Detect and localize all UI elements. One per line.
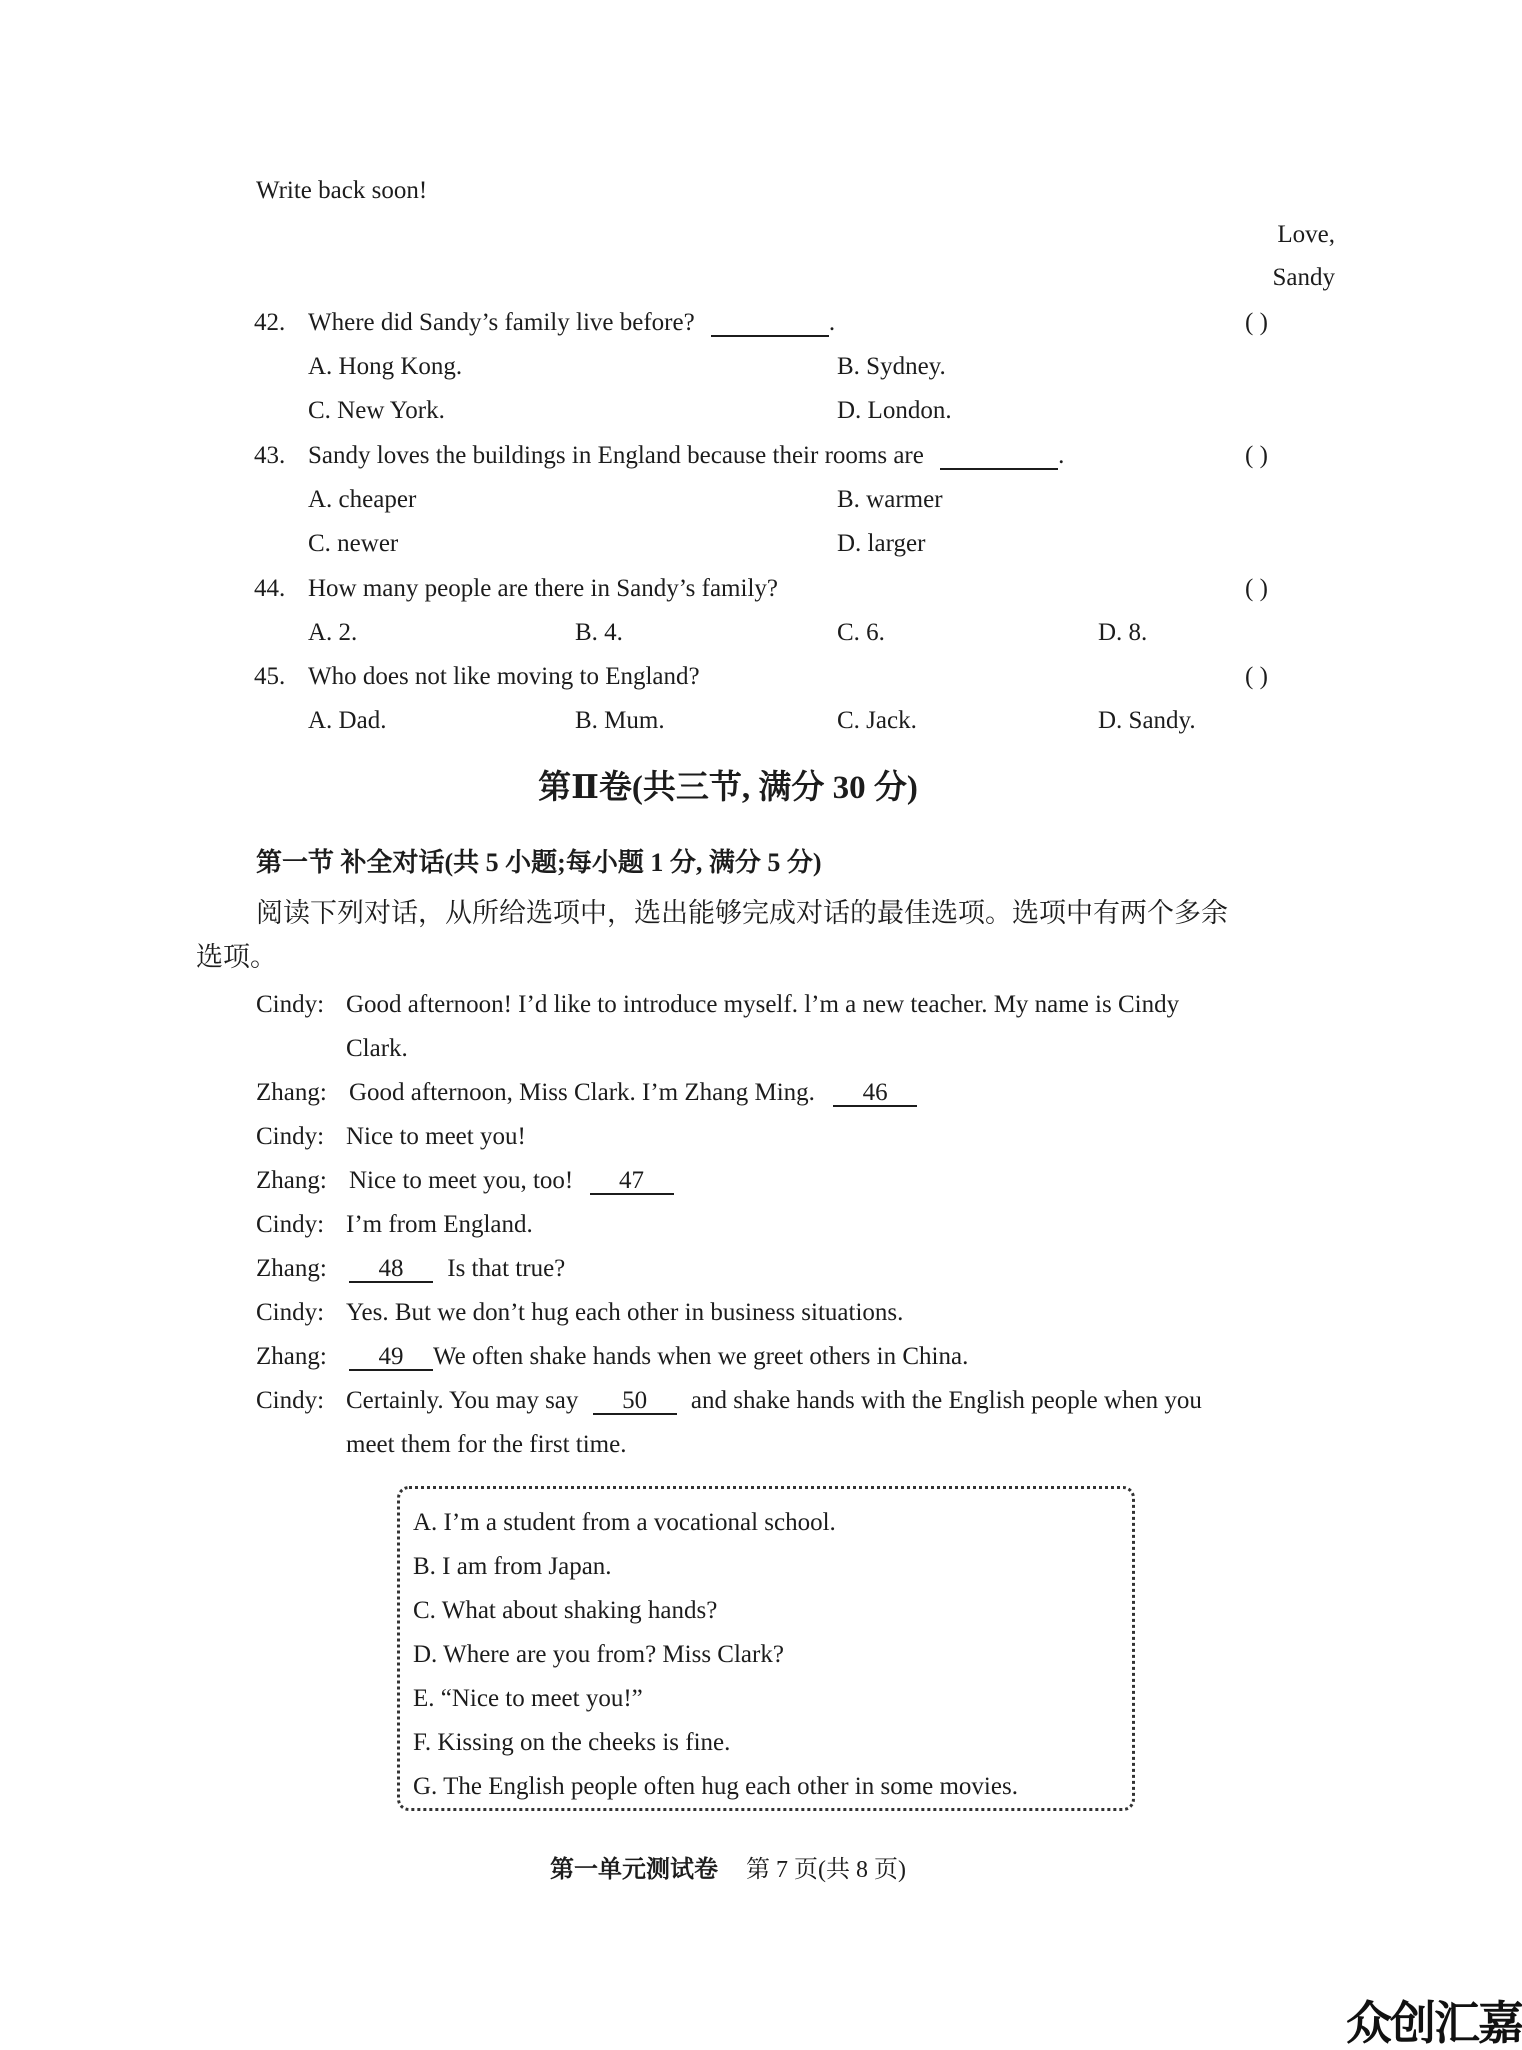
option-c: C. newer xyxy=(308,530,399,557)
option-b: B. warmer xyxy=(837,486,943,513)
letter-closing-line: Write back soon! xyxy=(256,177,428,204)
dialogue-line xyxy=(349,1080,917,1107)
option-d: D. Sandy. xyxy=(1098,707,1196,734)
answer-blank[interactable] xyxy=(940,443,1058,470)
dialogue-line: Nice to meet you! xyxy=(346,1123,526,1150)
dialogue-line: Good afternoon! I’d like to introduce myself. l’m a new teacher. My name is Cindy xyxy=(346,991,1180,1018)
answer-paren[interactable]: ( ) xyxy=(1245,442,1268,469)
option-a: A. cheaper xyxy=(308,486,417,513)
answer-blank[interactable] xyxy=(711,310,829,337)
option-b: B. Sydney. xyxy=(837,353,946,380)
box-option-d: D. Where are you from? Miss Clark? xyxy=(413,1641,784,1668)
dialogue-line: Yes. But we don’t hug each other in business situations. xyxy=(346,1299,904,1326)
question-number: 42. xyxy=(254,309,286,336)
footer-title: 第一单元测试卷 xyxy=(550,1857,718,1883)
dialogue-line xyxy=(349,1168,674,1195)
footer-page-info: 第 7 页(共 8 页) xyxy=(746,1857,906,1883)
question-number: 45. xyxy=(254,663,286,690)
dialogue-blank-48[interactable]: 48 xyxy=(349,1256,433,1283)
part-two-title: 第Ⅱ卷(共三节, 满分 30 分) xyxy=(538,770,918,806)
section-instruction-line2: 选项。 xyxy=(196,942,277,972)
question-number: 44. xyxy=(254,575,286,602)
speaker-zhang: Zhang: xyxy=(256,1079,327,1106)
dialogue-text: and shake hands with the English people when you xyxy=(690,1387,1202,1414)
page-footer xyxy=(0,1858,1456,1882)
box-option-e: E. “Nice to meet you!” xyxy=(413,1685,643,1712)
dialogue-line xyxy=(346,1388,1202,1415)
dialogue-text: Nice to meet you, too! xyxy=(349,1167,574,1194)
question-stem-text: Sandy loves the buildings in England because their rooms are xyxy=(308,442,924,469)
speaker-cindy: Cindy: xyxy=(256,1299,325,1326)
question-stem xyxy=(308,443,1064,470)
question-stem: Who does not like moving to England? xyxy=(308,663,700,690)
option-c: C. 6. xyxy=(837,619,885,646)
dialogue-text: Good afternoon, Miss Clark. I’m Zhang Ming. xyxy=(349,1079,815,1106)
dialogue-line xyxy=(349,1344,968,1371)
option-d: D. London. xyxy=(837,397,952,424)
answer-paren[interactable]: ( ) xyxy=(1245,663,1268,690)
question-stem xyxy=(308,310,835,337)
box-option-b: B. I am from Japan. xyxy=(413,1553,612,1580)
answer-paren[interactable]: ( ) xyxy=(1245,575,1268,602)
box-option-c: C. What about shaking hands? xyxy=(413,1597,718,1624)
speaker-cindy: Cindy: xyxy=(256,1211,325,1238)
dialogue-blank-49[interactable]: 49 xyxy=(349,1344,433,1371)
speaker-zhang: Zhang: xyxy=(256,1343,327,1370)
dialogue-blank-47[interactable]: 47 xyxy=(590,1168,674,1195)
letter-signature: Sandy xyxy=(1272,264,1335,291)
question-stem-text: Where did Sandy’s family live before? xyxy=(308,309,695,336)
option-a: A. Dad. xyxy=(308,707,387,734)
box-option-g: G. The English people often hug each other in some movies. xyxy=(413,1773,1018,1800)
speaker-cindy: Cindy: xyxy=(256,1123,325,1150)
section-instruction-line1: 阅读下列对话，从所给选项中，选出能够完成对话的最佳选项。选项中有两个多余 xyxy=(256,898,1228,928)
option-a: A. Hong Kong. xyxy=(308,353,463,380)
watermark-logo: 众创汇嘉 xyxy=(1346,1996,1522,2050)
dialogue-text: Is that true? xyxy=(447,1255,566,1282)
box-option-a: A. I’m a student from a vocational school. xyxy=(413,1509,836,1536)
box-option-f: F. Kissing on the cheeks is fine. xyxy=(413,1729,731,1756)
option-d: D. 8. xyxy=(1098,619,1148,646)
option-c: C. Jack. xyxy=(837,707,917,734)
option-d: D. larger xyxy=(837,530,926,557)
answer-paren[interactable]: ( ) xyxy=(1245,309,1268,336)
option-b: B. Mum. xyxy=(575,707,665,734)
letter-sign-off: Love, xyxy=(1277,221,1335,248)
dialogue-text: Certainly. You may say xyxy=(346,1387,579,1414)
option-b: B. 4. xyxy=(575,619,623,646)
section-one-title: 第一节 补全对话(共 5 小题;每小题 1 分, 满分 5 分) xyxy=(256,848,822,877)
question-stem-end: . xyxy=(1058,442,1065,469)
dialogue-line-continued: meet them for the first time. xyxy=(346,1431,627,1458)
question-stem-end: . xyxy=(828,309,836,336)
dialogue-blank-50[interactable]: 50 xyxy=(593,1388,677,1415)
dialogue-blank-46[interactable]: 46 xyxy=(833,1080,917,1107)
dialogue-line xyxy=(349,1256,565,1283)
speaker-zhang: Zhang: xyxy=(256,1167,327,1194)
dialogue-text: We often shake hands when we greet others in China. xyxy=(433,1343,969,1370)
question-stem: How many people are there in Sandy’s family? xyxy=(308,575,778,602)
speaker-cindy: Cindy: xyxy=(256,991,325,1018)
option-a: A. 2. xyxy=(308,619,358,646)
option-c: C. New York. xyxy=(308,397,445,424)
dialogue-line-continued: Clark. xyxy=(346,1035,408,1062)
dialogue-line: I’m from England. xyxy=(346,1211,533,1238)
question-number: 43. xyxy=(254,442,286,469)
speaker-zhang: Zhang: xyxy=(256,1255,327,1282)
speaker-cindy: Cindy: xyxy=(256,1387,325,1414)
